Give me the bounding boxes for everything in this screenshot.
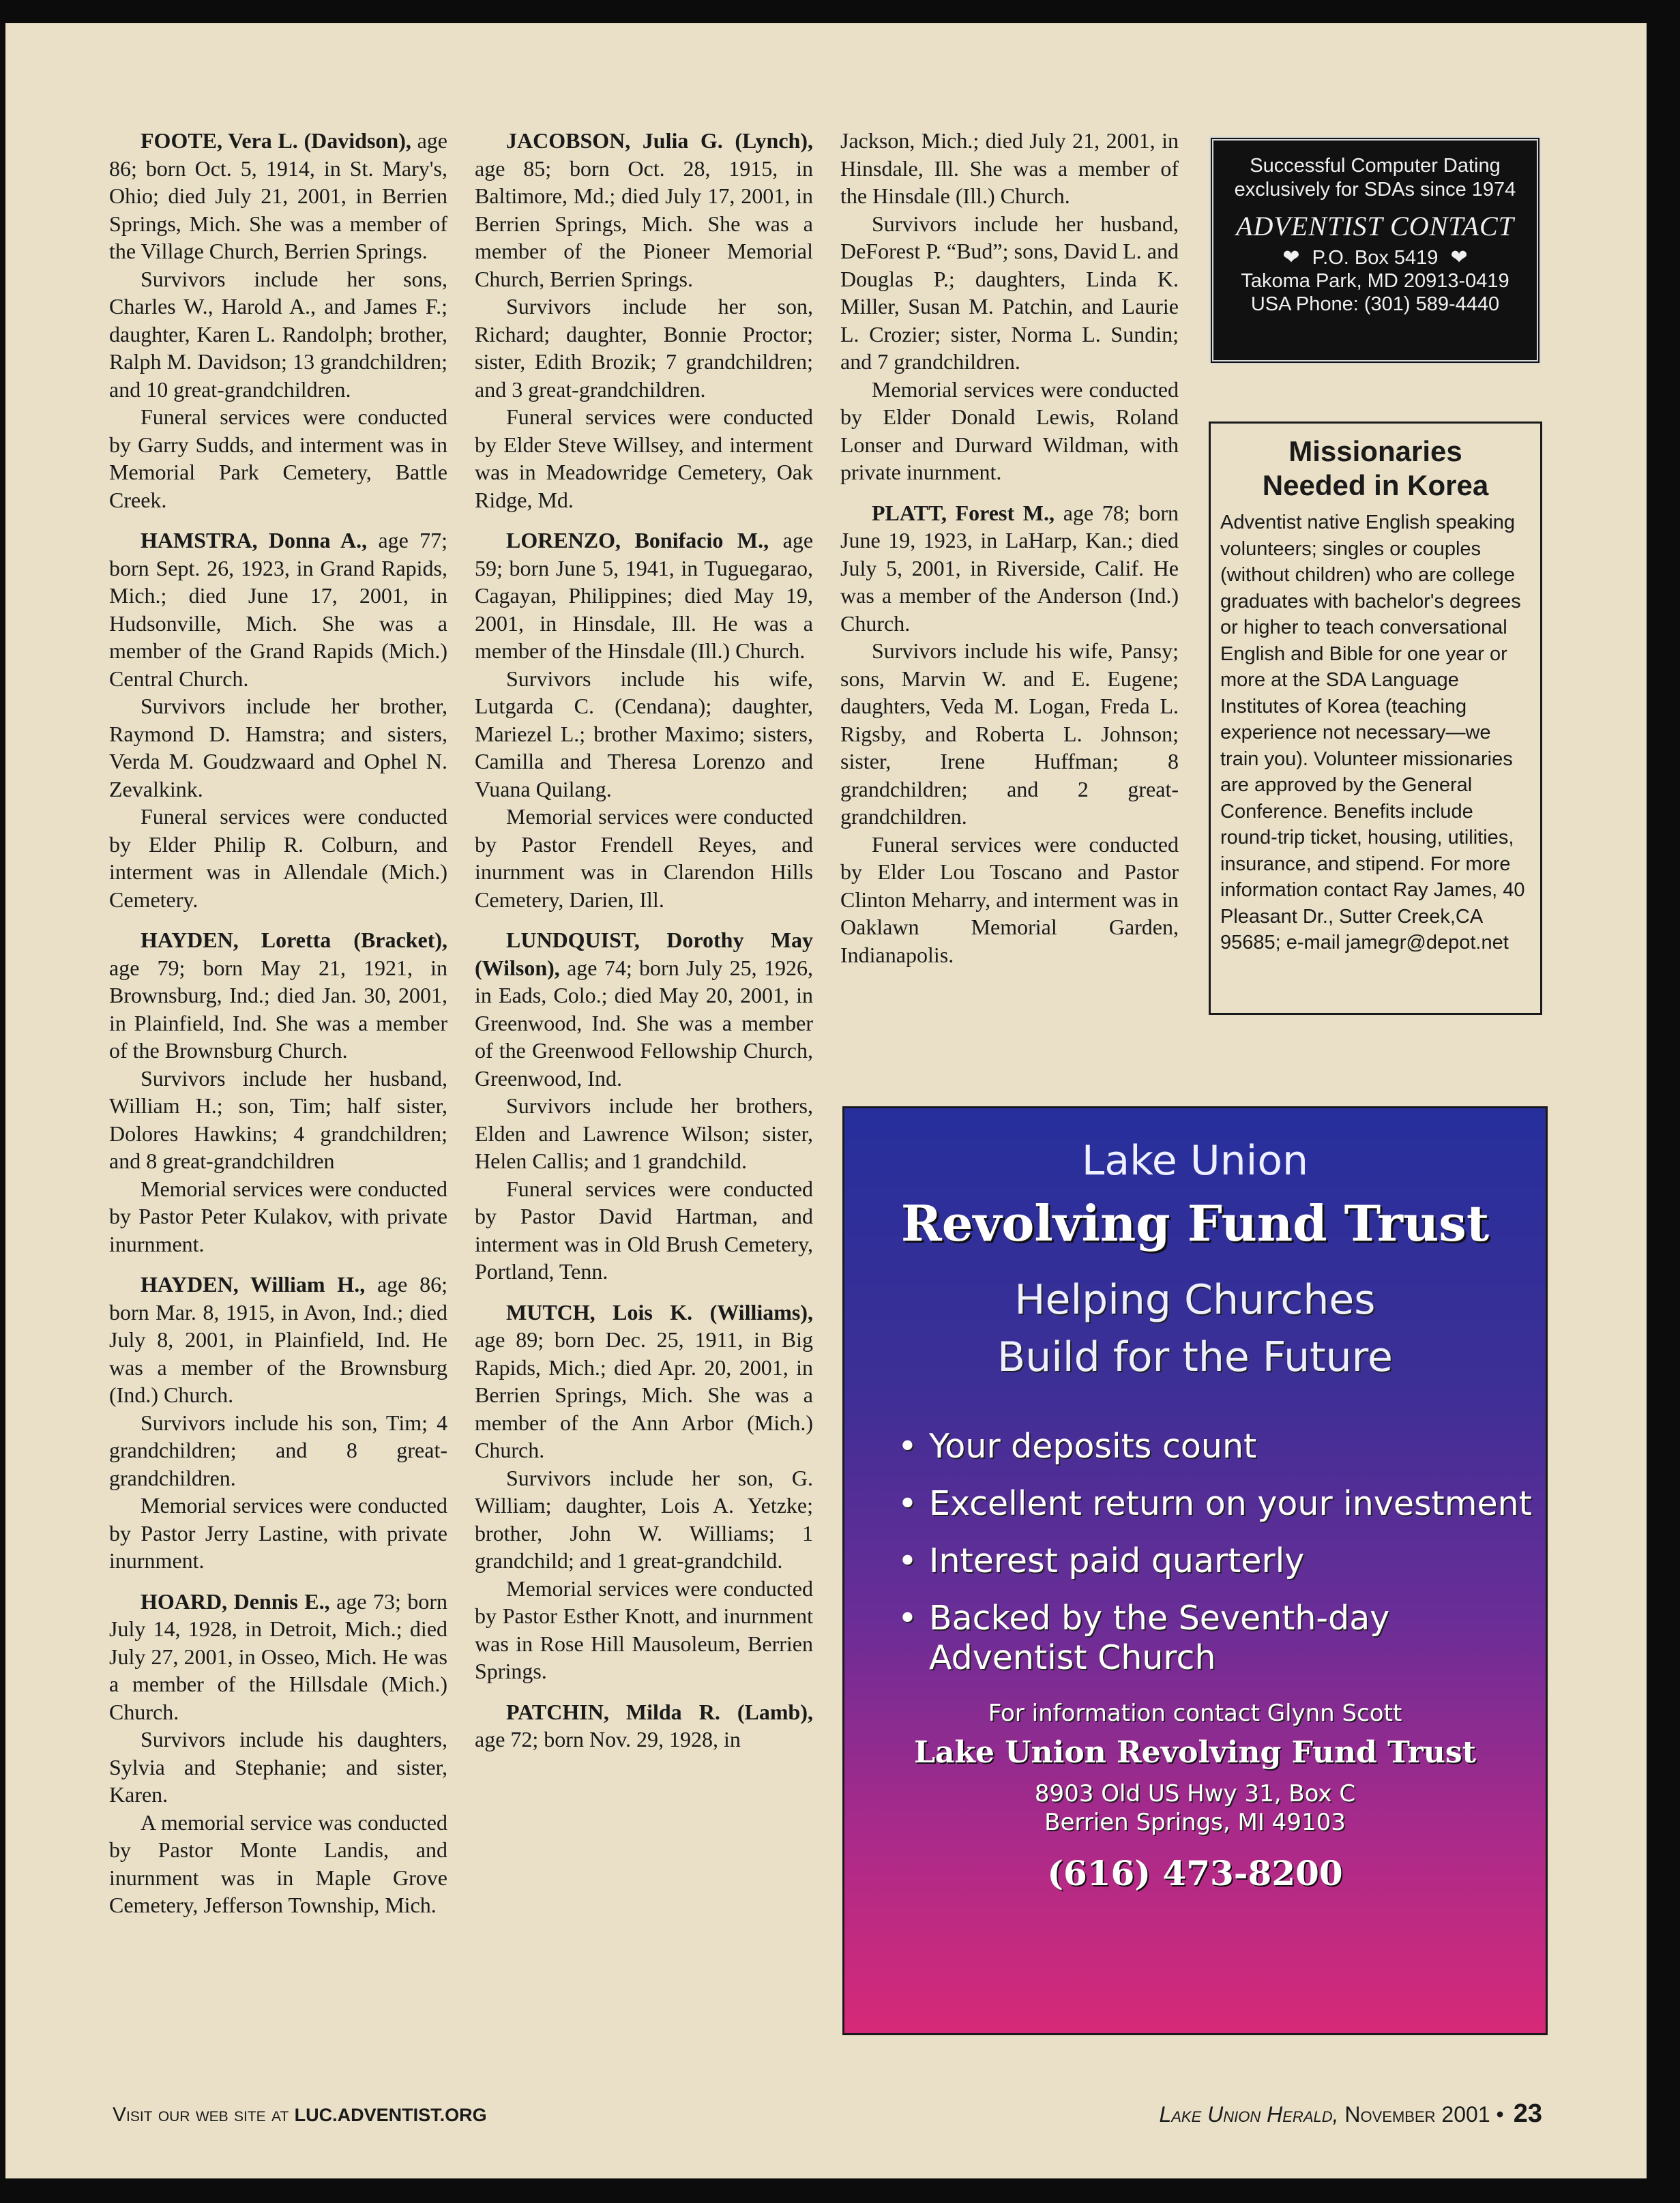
missionaries-korea-ad (1209, 422, 1542, 1015)
obituary-entry (475, 127, 813, 514)
obituary-text: Memorial services were conducted by Elder Donald Lewis, Roland Lonser and Durward Wildman, with private inurnment. (840, 376, 1179, 484)
obituary-entry-continued (840, 127, 1179, 486)
footer-publication-name: Lake Union Herald, (1159, 2102, 1339, 2127)
obituary-text: Survivors include her son, Richard; daughter, Bonnie Proctor; sister, Edith Brozik; 7 grandchildren; and 3 great-grandchildren. (475, 294, 813, 402)
footer-website-url[interactable]: LUC.ADVENTIST.ORG (294, 2105, 487, 2125)
ad-contact-line: For information contact Glynn Scott (988, 1700, 1402, 1727)
obituary-entry (109, 527, 447, 913)
bullet-icon: • (898, 1427, 917, 1466)
obituary-text: age 74; born July 25, 1926, in Eads, Colo.; died May 20, 2001, in Greenwood, Ind. She was a member of the Greenwood Fellowship Church, Greenwood, Ind. (475, 955, 814, 1091)
obituary-name: LORENZO, Bonifacio M., (506, 528, 769, 552)
heart-icon: ❤ (1282, 246, 1300, 269)
obituary-text: age 78; born June 19, 1923, in LaHarp, Kan.; died July 5, 2001, in Riverside, Calif. He was a member of the Anderson (Ind.) Church. (840, 500, 1179, 636)
obituary-entry (109, 127, 447, 514)
obituary-text: Memorial services were conducted by Pastor Esther Knott, and inurnment was in Rose Hill Mausoleum, Berrien Springs. (475, 1576, 813, 1683)
obituary-text: Survivors include her son, G. William; daughter, Lois A. Yetzke; brother, John W. Williams; 1 grandchild; and 1 great-grandchild. (475, 1465, 813, 1573)
obituary-text: A memorial service was conducted by Pastor Monte Landis, and inurnment was in Maple Grove Cemetery, Jefferson Township, Mich. (109, 1809, 447, 1917)
obituary-text: Memorial services were conducted by Pastor Peter Kulakov, with private inurnment. (109, 1176, 447, 1256)
obituary-text: age 77; born Sept. 26, 1923, in Grand Rapids, Mich.; died June 17, 2001, in Hudsonville, Mich. She was a member of the Grand Rapids (Mich.) Central Church. (109, 528, 448, 691)
obituary-text: age 89; born Dec. 25, 1911, in Big Rapids, Mich.; died Apr. 20, 2001, in Berrien Springs, Mich. She was a member of the Ann Arbor (Mich.) Church. (475, 1327, 813, 1462)
obituary-text: Survivors include her husband, DeForest P. “Bud”; sons, David L. and Douglas P.; daughters, Linda K. Miller, Susan M. Patchin, and Laurie L. Crozier; sister, Norma L. Sundin; and 7 grandchildren. (840, 211, 1179, 374)
ad-tagline: exclusively for SDAs since 1974 (1234, 179, 1516, 201)
ad-subtitle-line: Build for the Future (997, 1333, 1393, 1381)
obituary-text: Funeral services were conducted by Elder Steve Willsey, and interment was in Meadowridge Cemetery, Oak Ridge, Md. (475, 404, 813, 512)
obituary-text: Survivors include her brothers, Elden and Lawrence Wilson; sister, Helen Callis; and 1 grandchild. (475, 1093, 813, 1173)
ad-tagline: Successful Computer Dating (1250, 155, 1501, 177)
ad-org-full: Lake Union Revolving Fund Trust (914, 1735, 1476, 1770)
obituary-text: Survivors include his wife, Pansy; sons, Marvin W. and E. Eugene; daughters, Veda M. Logan, Freda L. Rigsby, and Roberta L. Johnson; sister, Irene Huffman; 8 grandchildren; and 2 great-grandchildren. (840, 638, 1179, 829)
obituary-text: Funeral services were conducted by Pastor David Hartman, and interment was in Old Brush Cemetery, Portland, Tenn. (475, 1176, 813, 1284)
benefit-item: • Interest paid quarterly (898, 1541, 1305, 1580)
benefit-item: • Your deposits count (898, 1427, 1257, 1466)
obituary-name: LUNDQUIST, Dorothy May (Wilson), (475, 928, 813, 980)
obituary-entry (475, 926, 813, 1286)
obituary-column-2 (475, 127, 813, 1766)
obituary-entry (109, 1588, 447, 1919)
obituary-text: age 86; born Mar. 8, 1915, in Avon, Ind.; died July 8, 2001, in Plainfield, Ind. He was a member of the Brownsburg (Ind.) Church. (109, 1272, 448, 1407)
obituary-name: JACOBSON, Julia G. (Lynch), (506, 128, 813, 153)
obituary-entry (840, 499, 1179, 969)
obituary-text: age 79; born May 21, 1921, in Brownsburg, Ind.; died Jan. 30, 2001, in Plainfield, Ind. She was a member of the Brownsburg Church. (109, 955, 447, 1063)
obituary-text: Memorial services were conducted by Pastor Frendell Reyes, and inurnment was in Clarendon Hills Cemetery, Darien, Ill. (475, 804, 813, 912)
obituary-entry (475, 1698, 813, 1754)
bullet-icon: • (898, 1599, 917, 1638)
obituary-name: HAYDEN, Loretta (Bracket), (141, 928, 447, 952)
ad-title: Revolving Fund Trust (900, 1194, 1490, 1252)
footer-separator: • (1496, 2102, 1504, 2127)
obituary-text: Survivors include his wife, Lutgarda C. (Cendana); daughter, Mariezel L.; brother Maximo; sisters, Camilla and Theresa Lorenzo and Vuana Quilang. (475, 666, 813, 801)
obituary-text: Survivors include her sons, Charles W., Harold A., and James F.; daughter, Karen L. Randolph; brother, Ralph M. Davidson; 13 grandchildren; and 10 great-grandchildren. (109, 266, 447, 402)
obituary-text: Jackson, Mich.; died July 21, 2001, in Hinsdale, Ill. She was a member of the Hinsdale (Ill.) Church. (840, 128, 1179, 208)
obituary-entry (109, 1271, 447, 1575)
ad-city: Takoma Park, MD 20913-0419 (1241, 270, 1509, 292)
benefit-list (844, 1427, 1546, 1678)
page-number: 23 (1513, 2099, 1542, 2128)
obituary-name: HAMSTRA, Donna A., (141, 528, 368, 552)
benefit-item: • Backed by the Seventh-day Adventist Church (898, 1599, 1390, 1677)
footer-website (113, 2103, 487, 2127)
obituary-entry (109, 926, 447, 1258)
obituary-name: HAYDEN, William H., (141, 1272, 366, 1297)
obituary-text: Survivors include his daughters, Sylvia and Stephanie; and sister, Karen. (109, 1727, 447, 1807)
ad-phone: USA Phone: (301) 589-4440 (1250, 293, 1500, 315)
bullet-icon: • (898, 1484, 917, 1523)
adventist-contact-ad (1209, 136, 1541, 364)
footer-issue: November 2001 (1344, 2102, 1490, 2127)
obituary-text: Funeral services were conducted by Garry Sudds, and interment was in Memorial Park Cemetery, Battle Creek. (109, 404, 447, 512)
obituary-name: FOOTE, Vera L. (Davidson), (141, 128, 411, 153)
obituary-name: PLATT, Forest M., (872, 500, 1055, 525)
ad-subtitle-line: Helping Churches (1014, 1276, 1376, 1324)
footer-website-label: Visit our web site at (113, 2103, 289, 2126)
obituary-text: Survivors include his son, Tim; 4 grandchildren; and 8 great-grandchildren. (109, 1410, 447, 1490)
obituary-text: Survivors include her husband, William H.; son, Tim; half sister, Dolores Hawkins; 4 grandchildren; and 8 great-grandchildren (109, 1065, 447, 1173)
obituary-text: age 73; born July 14, 1928, in Detroit, Mich.; died July 27, 2001, in Osseo, Mich. He was a member of the Hillsdale (Mich.) Church. (109, 1588, 447, 1724)
ad-box: P.O. Box 5419 (1312, 247, 1439, 269)
ad-title-line: Needed in Korea (1262, 469, 1489, 501)
ad-box-line (1213, 246, 1537, 269)
ad-title-line: Missionaries (1288, 435, 1462, 467)
bullet-icon: • (898, 1541, 917, 1580)
obituary-name: MUTCH, Lois K. (Williams), (506, 1299, 813, 1325)
obituary-text: age 85; born Oct. 28, 1915, in Baltimore, Md.; died July 17, 2001, in Berrien Springs, Mich. She was a member of the Pioneer Memorial Church, Berrien Springs. (475, 156, 813, 291)
obituary-entry (475, 527, 813, 913)
ad-org-line: Lake Union (1081, 1137, 1309, 1185)
obituary-text: age 59; born June 5, 1941, in Tuguegarao, Cagayan, Philippines; died May 19, 2001, in Hinsdale, Ill. He was a member of the Hinsdale (Ill.) Church. (475, 528, 814, 663)
footer-publication (1159, 2099, 1542, 2129)
obituary-column-3 (840, 127, 1179, 981)
obituary-text: Survivors include her brother, Raymond D. Hamstra; and sisters, Verda M. Goudzwaard and Ophel N. Zevalkink. (109, 694, 447, 801)
obituary-text: Funeral services were conducted by Elder Lou Toscano and Pastor Clinton Meharry, and interment was in Oaklawn Memorial Garden, Indianapolis. (840, 831, 1179, 967)
ad-subtitle (844, 1271, 1546, 1386)
obituary-text: age 72; born Nov. 29, 1928, in (475, 1727, 741, 1751)
obituary-text: Funeral services were conducted by Elder Philip R. Colburn, and interment was in Allendale (Mich.) Cemetery. (109, 804, 447, 912)
ad-address-line: 8903 Old US Hwy 31, Box C (1034, 1780, 1356, 1807)
obituary-name: PATCHIN, Milda R. (Lamb), (506, 1699, 813, 1724)
magazine-page (5, 23, 1647, 2178)
obituary-name: HOARD, Dennis E., (141, 1588, 330, 1614)
obituary-text: Memorial services were conducted by Pastor Jerry Lastine, with private inurnment. (109, 1493, 447, 1573)
benefit-item: • Excellent return on your investment (898, 1484, 1532, 1523)
heart-icon: ❤ (1450, 246, 1468, 269)
ad-address (844, 1779, 1546, 1837)
obituary-text: age 86; born Oct. 5, 1914, in St. Mary's, Ohio; died July 21, 2001, in Berrien Springs, Mich. She was a member of the Village Church, Berrien Springs. (109, 128, 447, 263)
ad-title (1220, 434, 1531, 503)
obituary-entry (475, 1299, 813, 1685)
obituary-column-1 (109, 127, 447, 1932)
ad-body: Adventist native English speaking volunteers; singles or couples (without children) who are college graduates with bachelor's degrees or higher to teach conversational English and Bible for one year or more at the SDA Language Institutes of Korea (teaching experience not necessary—we train you). Volunteer missionaries are approved by the General Conference. Benefits include round-trip ticket, housing, utilities, insurance, and stipend. For more information contact Ray James, 40 Pleasant Dr., Sutter Creek,CA 95685; e-mail jamegr@depot.net (1220, 512, 1525, 953)
ad-address-line: Berrien Springs, MI 49103 (1044, 1809, 1346, 1836)
ad-phone: (616) 473-8200 (1047, 1853, 1343, 1893)
ad-name: ADVENTIST CONTACT (1236, 211, 1514, 241)
revolving-fund-trust-ad (842, 1106, 1548, 2035)
